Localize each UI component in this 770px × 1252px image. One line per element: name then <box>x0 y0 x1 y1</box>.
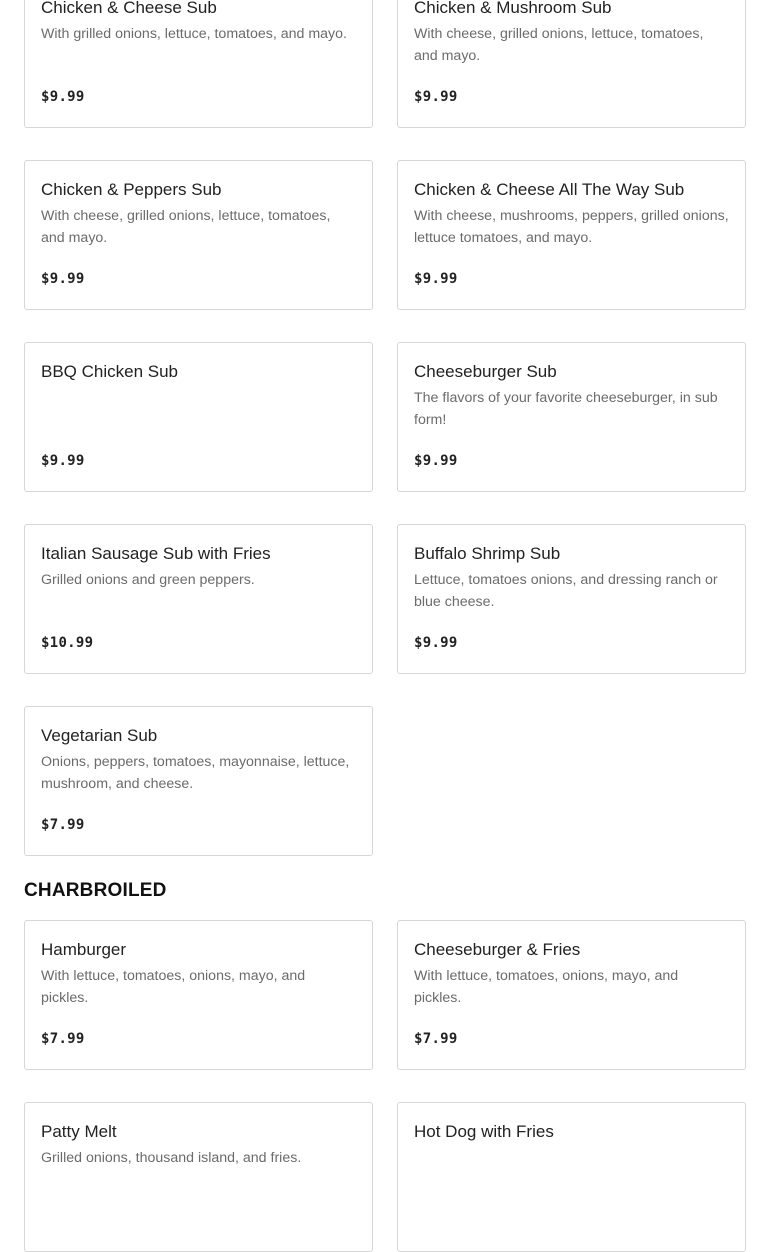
menu-item-card[interactable] <box>24 0 373 128</box>
menu-item-price: $10.99 <box>41 635 94 651</box>
menu-item-description: Lettuce, tomatoes onions, and dressing ranch or blue cheese. <box>414 572 718 610</box>
menu-item-card[interactable] <box>24 1102 373 1252</box>
menu-item-card[interactable] <box>397 0 746 128</box>
menu-item-description: With cheese, grilled onions, lettuce, tomatoes, and mayo. <box>414 26 704 64</box>
menu-item-card[interactable] <box>397 920 746 1070</box>
menu-item-card[interactable] <box>397 524 746 674</box>
menu-item-card[interactable] <box>397 342 746 492</box>
menu-item-name: Cheeseburger Sub <box>414 362 557 381</box>
menu-item-name: Vegetarian Sub <box>41 726 158 745</box>
menu-item-description: With lettuce, tomatoes, onions, mayo, and pickles. <box>41 968 306 1006</box>
menu-item-name: Italian Sausage Sub with Fries <box>41 544 271 563</box>
menu-item-description: The flavors of your favorite cheeseburger, in sub form! <box>414 390 718 428</box>
menu-item-description: Onions, peppers, tomatoes, mayonnaise, lettuce, mushroom, and cheese. <box>41 754 350 792</box>
menu-item-description: Grilled onions and green peppers. <box>41 572 255 588</box>
menu-item-name: Cheeseburger & Fries <box>414 940 581 959</box>
menu-item-card[interactable] <box>24 524 373 674</box>
menu-item-card[interactable] <box>24 706 373 856</box>
menu-item-name: BBQ Chicken Sub <box>41 362 179 381</box>
menu-item-price: $9.99 <box>41 89 85 105</box>
menu-item-description: With grilled onions, lettuce, tomatoes, and mayo. <box>41 26 347 42</box>
menu-item-price: $9.99 <box>414 635 458 651</box>
menu-item-description: Grilled onions, thousand island, and fries. <box>41 1150 302 1166</box>
menu-item-price: $9.99 <box>414 89 458 105</box>
menu-item-price: $9.99 <box>414 271 458 287</box>
menu-item-description: With cheese, mushrooms, peppers, grilled onions, lettuce tomatoes, and mayo. <box>414 208 729 246</box>
menu-item-price: $7.99 <box>41 817 85 833</box>
menu-item-card[interactable] <box>24 920 373 1070</box>
menu-item-name: Chicken & Mushroom Sub <box>414 0 612 17</box>
menu-item-description: With cheese, grilled onions, lettuce, tomatoes, and mayo. <box>41 208 331 246</box>
menu-item-name: Chicken & Peppers Sub <box>41 180 222 199</box>
menu-item-price: $7.99 <box>414 1031 458 1047</box>
menu-item-card[interactable] <box>24 342 373 492</box>
menu-item-name: Patty Melt <box>41 1122 117 1141</box>
menu-item-name: Chicken & Cheese Sub <box>41 0 217 17</box>
menu-item-card[interactable] <box>397 160 746 310</box>
menu-item-price: $7.99 <box>41 1031 85 1047</box>
menu-item-description: With lettuce, tomatoes, onions, mayo, and pickles. <box>414 968 679 1006</box>
menu-item-price: $9.99 <box>41 271 85 287</box>
section-title: CHARBROILED <box>24 880 167 901</box>
menu-item-price: $9.99 <box>414 453 458 469</box>
menu-item-price: $9.99 <box>41 453 85 469</box>
menu-item-name: Hamburger <box>41 940 127 959</box>
menu-item-name: Buffalo Shrimp Sub <box>414 544 561 563</box>
menu-item-card[interactable] <box>397 1102 746 1252</box>
menu-item-card[interactable] <box>24 160 373 310</box>
menu-item-name: Hot Dog with Fries <box>414 1122 554 1141</box>
menu-item-name: Chicken & Cheese All The Way Sub <box>414 180 685 199</box>
